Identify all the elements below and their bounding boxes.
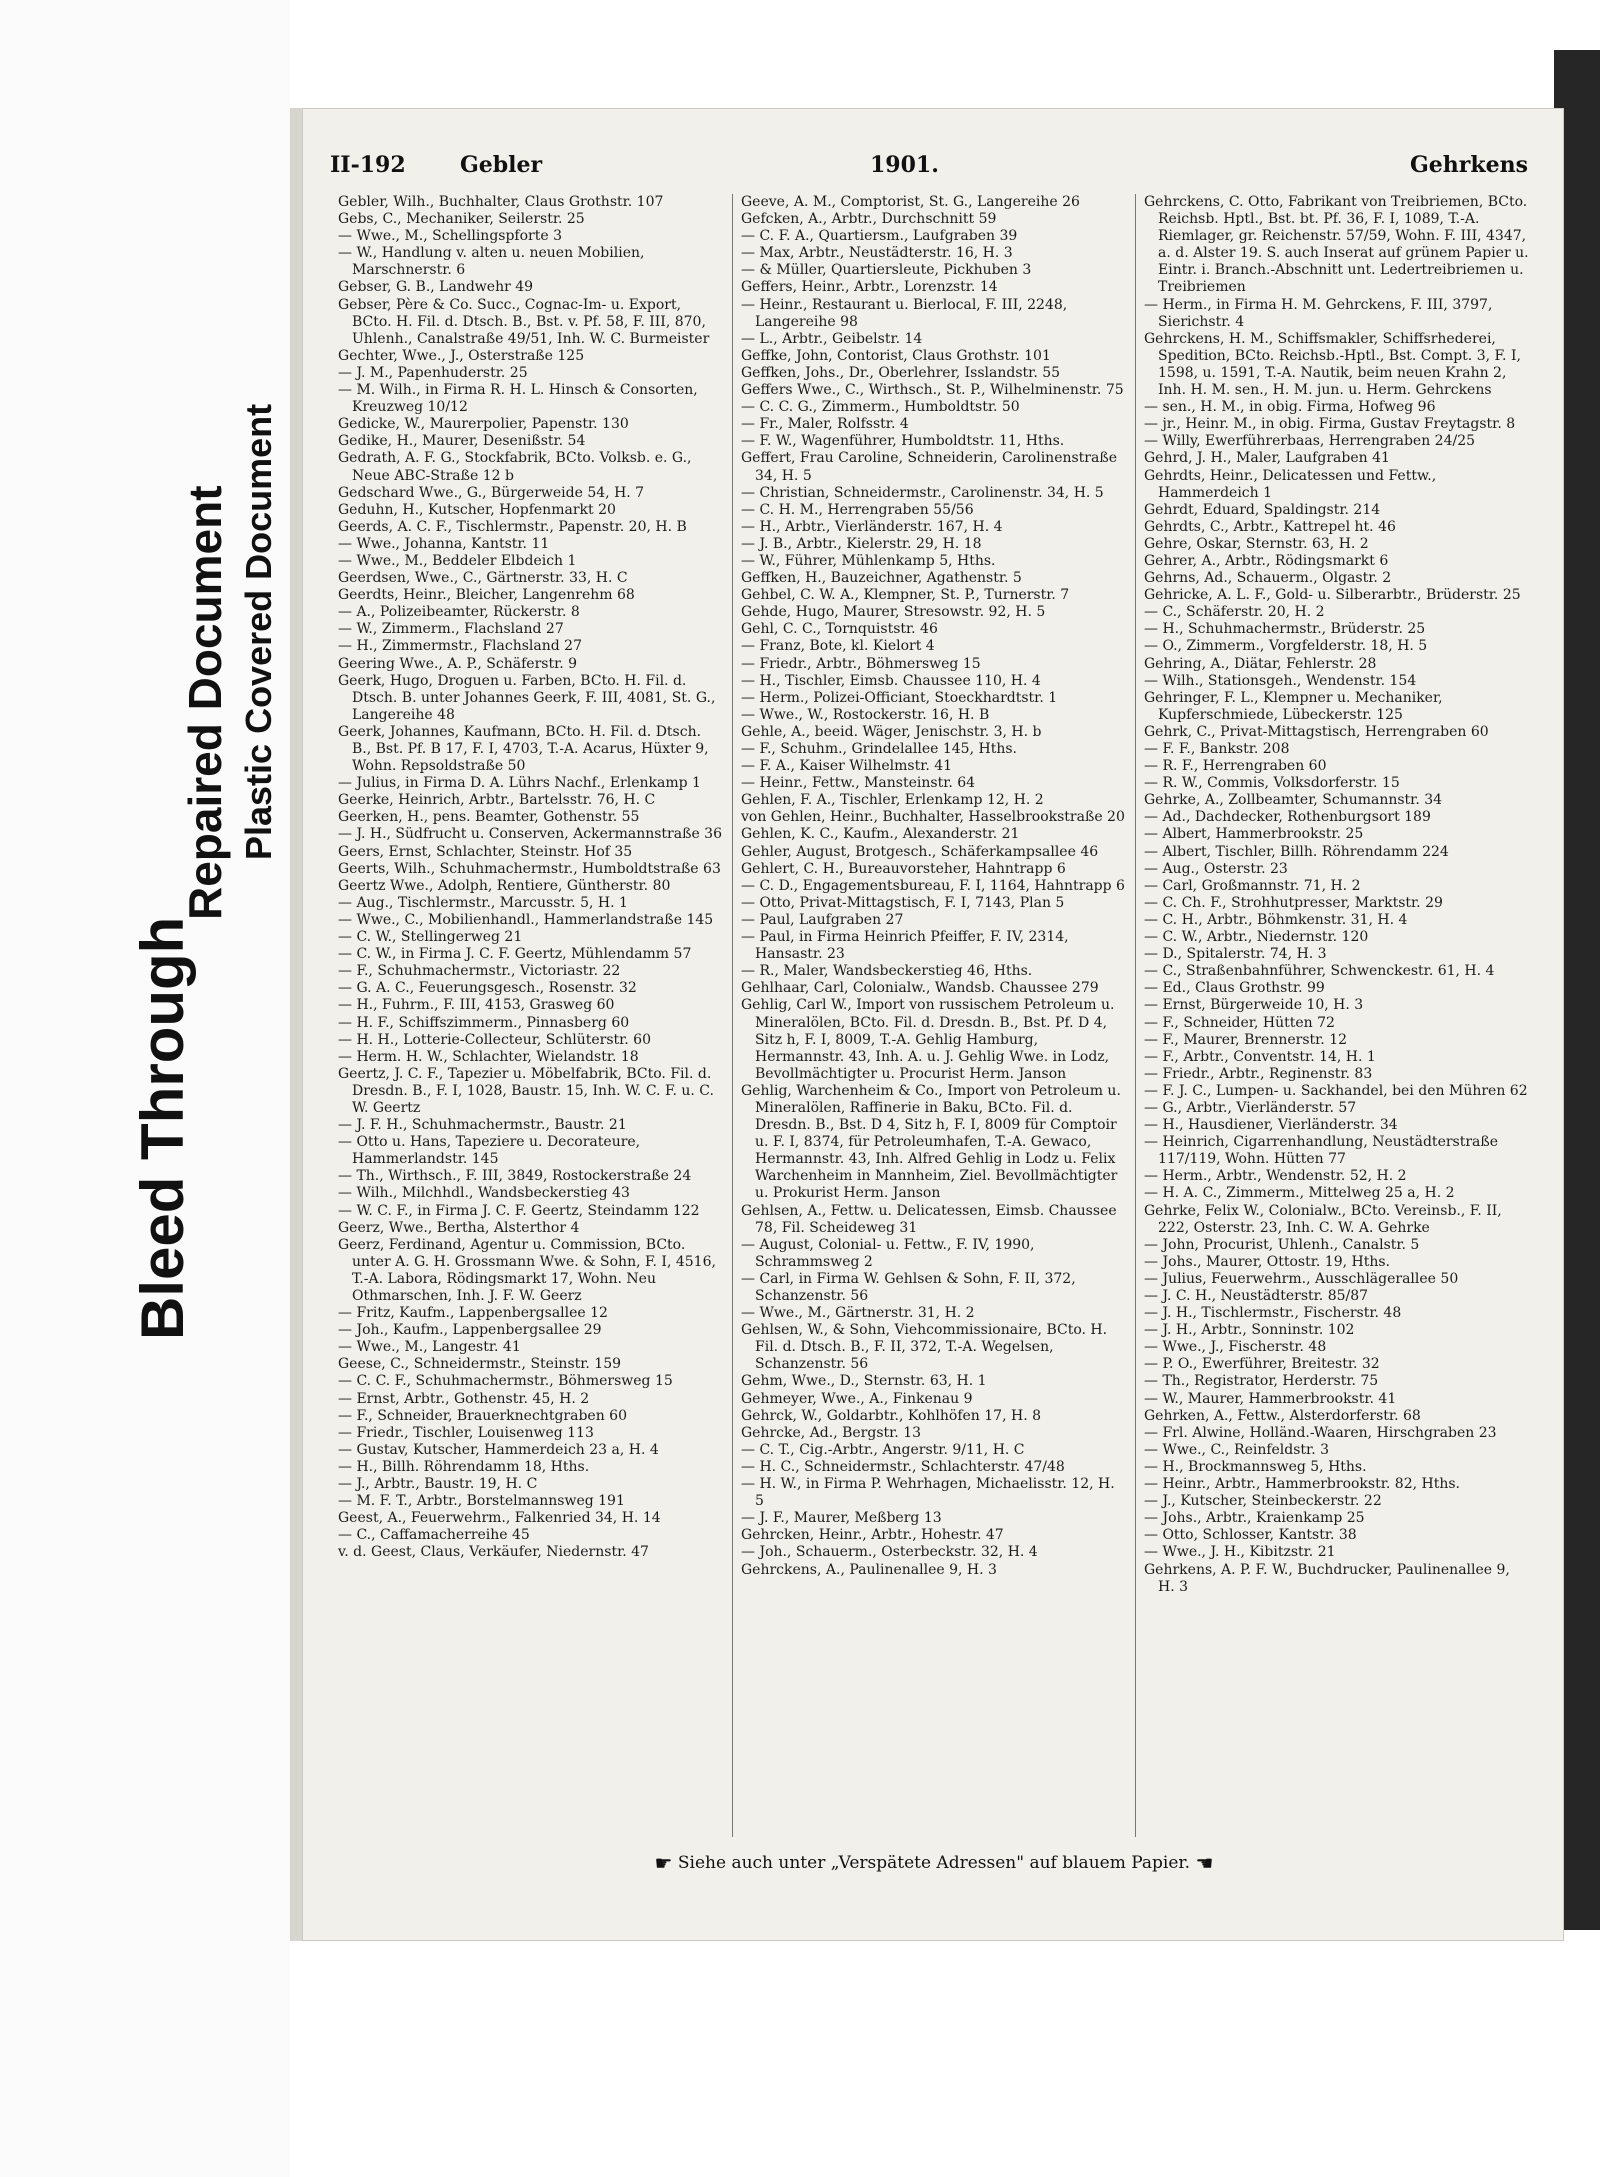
directory-entry: Gehringer, F. L., Klempner u. Mechaniker, Kupferschmiede, Lübeckerstr. 125 [1144, 689, 1443, 723]
directory-entry: Geffers, Heinr., Arbtr., Lorenzstr. 14 [741, 279, 998, 296]
directory-entry: — R. F., Herrengraben 60 [1144, 758, 1327, 775]
directory-entry: Gehre, Oskar, Sternstr. 63, H. 2 [1144, 535, 1369, 552]
directory-entry: Gebser, Père & Co. Succ., Cognac-Im- u. Export, BCto. H. Fil. d. Dtsch. B., Bst. v. Pf. 58, F. III, 870, Uhlenh., Canalstraße 49/51, Inh. W. C. Burmeister [338, 296, 710, 347]
directory-entry: Geffert, Frau Caroline, Schneiderin, Carolinenstraße 34, H. 5 [741, 450, 1117, 484]
directory-entry: — Friedr., Arbtr., Reginenstr. 83 [1144, 1065, 1373, 1082]
directory-entry: Gehrken, A., Fettw., Alsterdorferstr. 68 [1144, 1407, 1421, 1424]
directory-entry: — H., Hausdiener, Vierländerstr. 34 [1144, 1117, 1398, 1134]
directory-entry: — J. C. H., Neustädterstr. 85/87 [1144, 1288, 1369, 1304]
directory-entry: — L., Arbtr., Geibelstr. 14 [741, 330, 923, 347]
directory-entry: Gehlig, Carl W., Import von russischem Petroleum u. Mineralölen, BCto. Fil. d. Dresdn. B., Bst. Pf. D 4, Sitz h, F. I, 8009, T.-A. Gehlig Hamburg, Hermannstr. 43, Inh. A. u. J. Gehlig Wwe. in Lodz, Bevollmächtigter u. Procurist Herm. Janson [741, 997, 1115, 1082]
directory-entry: Gehrns, Ad., Schauerm., Olgastr. 2 [1144, 570, 1392, 587]
directory-entry: — C. W., Arbtr., Niedernstr. 120 [1144, 929, 1369, 946]
directory-entry: Gehrk, C., Privat-Mittagstisch, Herrengraben 60 [1144, 723, 1489, 740]
directory-entry: — Friedr., Tischler, Louisenweg 113 [338, 1424, 594, 1441]
directory-entry: Geest, A., Feuerwehrm., Falkenried 34, H. 14 [338, 1510, 661, 1527]
directory-entry: — Wwe., W., Rostockerstr. 16, H. B [741, 706, 990, 723]
entry-columns [330, 194, 1538, 1837]
directory-entry: — G. A. C., Feuerungsgesch., Rosenstr. 32 [338, 980, 637, 997]
directory-entry: Geertz Wwe., Adolph, Rentiere, Güntherstr. 80 [338, 877, 671, 894]
directory-entry: — H., Tischler, Eimsb. Chaussee 110, H. 4 [741, 672, 1041, 689]
repaired-document-label: Repaired Document [179, 485, 231, 920]
directory-entry: — Ed., Claus Grothstr. 99 [1144, 980, 1325, 997]
directory-entry: Gehle, A., beeid. Wäger, Jenischstr. 3, H. b [741, 723, 1042, 740]
directory-entry: Gehrck, W., Goldarbtr., Kohlhöfen 17, H. 8 [741, 1407, 1041, 1424]
directory-entry: — Johs., Arbtr., Kraienkamp 25 [1144, 1510, 1365, 1527]
directory-entry: — Otto u. Hans, Tapeziere u. Decorateure, Hammerlandstr. 145 [338, 1134, 641, 1168]
footer-note: Siehe auch unter „Verspätete Adressen" auf blauem Papier. [677, 1853, 1191, 1873]
page-footer [330, 1851, 1538, 1877]
directory-entry: — J. B., Arbtr., Kielerstr. 29, H. 18 [741, 535, 982, 552]
directory-entry: — R., Maler, Wandsbeckerstieg 46, Hths. [741, 963, 1033, 980]
pointing-hand-left-icon: ☚ [1195, 1851, 1214, 1875]
directory-entry: — Heinrich, Cigarrenhandlung, Neustädterstraße 117/119, Wohn. Hütten 77 [1144, 1134, 1499, 1168]
directory-entry: — F., Arbtr., Conventstr. 14, H. 1 [1144, 1048, 1376, 1065]
directory-entry: — H. C., Schneidermstr., Schlachterstr. 47/48 [741, 1458, 1065, 1475]
directory-entry: — Albert, Tischler, Billh. Röhrendamm 224 [1144, 843, 1449, 860]
directory-entry: — G., Arbtr., Vierländerstr. 57 [1144, 1099, 1357, 1116]
header-right-word: Gehrkens [1410, 152, 1528, 178]
column-middle [732, 194, 1135, 1837]
directory-entry: — J. H., Südfrucht u. Conserven, Ackermannstraße 36 [338, 826, 722, 843]
directory-entry: Gebler, Wilh., Buchhalter, Claus Grothstr. 107 [338, 194, 664, 210]
directory-entry: — Christian, Schneidermstr., Carolinenstr. 34, H. 5 [741, 484, 1104, 501]
directory-entry: — F., Schneider, Brauerknechtgraben 60 [338, 1407, 627, 1424]
directory-entry: Gehrdts, C., Arbtr., Kattrepel ht. 46 [1144, 518, 1396, 535]
directory-entry: — Wwe., C., Mobilienhandl., Hammerlandstraße 145 [338, 911, 714, 928]
directory-entry: Geerk, Johannes, Kaufmann, BCto. H. Fil. d. Dtsch. B., Bst. Pf. B 17, F. I, 4703, T.-A. Acarus, Hüxter 9, Wohn. Repsoldstraße 50 [338, 723, 709, 775]
directory-entry: — C., Straßenbahnführer, Schwenckestr. 61, H. 4 [1144, 963, 1495, 980]
directory-entry: — P. O., Ewerführer, Breitestr. 32 [1144, 1356, 1380, 1373]
directory-entry: — Albert, Hammerbrookstr. 25 [1144, 826, 1364, 843]
directory-entry: — Heinr., Arbtr., Hammerbrookstr. 82, Hths. [1144, 1476, 1460, 1493]
directory-entry: — Ad., Dachdecker, Rothenburgsort 189 [1144, 809, 1431, 826]
directory-entry: — J. M., Papenhuderstr. 25 [338, 364, 528, 381]
directory-entry: — Johs., Maurer, Ottostr. 19, Hths. [1144, 1253, 1390, 1270]
directory-entry: — & Müller, Quartiersleute, Pickhuben 3 [741, 262, 1032, 279]
directory-entry: Geffken, Johs., Dr., Oberlehrer, Isslandstr. 55 [741, 364, 1061, 381]
directory-entry: Gedicke, W., Maurerpolier, Papenstr. 130 [338, 416, 629, 433]
directory-entry: — D., Spitalerstr. 74, H. 3 [1144, 946, 1327, 963]
directory-entry: Gehrer, A., Arbtr., Rödingsmarkt 6 [1144, 552, 1389, 569]
directory-entry: Gehlhaar, Carl, Colonialw., Wandsb. Chaussee 279 [741, 980, 1099, 997]
directory-entry: Gehlig, Warchenheim & Co., Import von Petroleum u. Mineralölen, Raffinerie in Baku, BCto. Fil. d. Dresdn. B., Bst. D 4, Sitz h, F. I, 8009 für Comptoir u. F. I, 8374, für Petroleumhafen, T.-A. Gewaco, Hermannstr. 43, Inh. Alfred Gehlig in Lodz u. Felix Warchenheim in Mannheim, Ziel. Bevollmächtigter u. Prokurist Herm. Janson [741, 1082, 1121, 1202]
directory-entry: — H., Zimmermstr., Flachsland 27 [338, 638, 582, 655]
directory-entry: Gehrdt, Eduard, Spaldingstr. 214 [1144, 501, 1381, 518]
directory-entry: — Wwe., J. H., Kibitzstr. 21 [1144, 1544, 1336, 1561]
directory-entry: — Fritz, Kaufm., Lappenbergsallee 12 [338, 1305, 608, 1322]
directory-entry: Geerken, H., pens. Beamter, Gothenstr. 55 [338, 809, 640, 826]
directory-entry: — H., Fuhrm., F. III, 4153, Grasweg 60 [338, 997, 615, 1014]
directory-entry: Gehm, Wwe., D., Sternstr. 63, H. 1 [741, 1373, 987, 1390]
directory-entry: — C. C. F., Schuhmachermstr., Böhmersweg 15 [338, 1373, 673, 1390]
header-year: 1901. [870, 152, 939, 178]
directory-entry: — Max, Arbtr., Neustädterstr. 16, H. 3 [741, 245, 1013, 262]
directory-entry: Gehricke, A. L. F., Gold- u. Silberarbtr., Brüderstr. 25 [1144, 587, 1521, 604]
directory-entry: — John, Procurist, Uhlenh., Canalstr. 5 [1144, 1236, 1420, 1253]
directory-entry: — C. Ch. F., Strohhutpresser, Marktstr. 29 [1144, 894, 1443, 911]
directory-entry: Gechter, Wwe., J., Osterstraße 125 [338, 347, 585, 364]
directory-entry: v. d. Geest, Claus, Verkäufer, Niedernstr. 47 [338, 1544, 649, 1561]
directory-entry: Gehrkens, A. P. F. W., Buchdrucker, Paulinenallee 9, H. 3 [1144, 1561, 1510, 1595]
directory-entry: Gehlert, C. H., Bureauvorsteher, Hahntrapp 6 [741, 860, 1066, 877]
directory-entry: — C. H. M., Herrengraben 55/56 [741, 501, 974, 518]
directory-entry: — Friedr., Arbtr., Böhmersweg 15 [741, 655, 981, 672]
directory-entry: — Paul, Laufgraben 27 [741, 911, 904, 928]
header-left-word: Gebler [460, 152, 543, 178]
directory-entry: — H. W., in Firma P. Wehrhagen, Michaelisstr. 12, H. 5 [741, 1476, 1115, 1510]
directory-entry: Gehrckens, C. Otto, Fabrikant von Treibriemen, BCto. Reichsb. Hptl., Bst. bt. Pf. 36, F. I, 1089, T.-A. Riemlager, gr. Reichenstr. 57/59, Wohn. F. III, 4347, a. d. Alster 19. S. auch Inserat auf grünem Papier u. Eintr. i. Branch.-Abschnitt unt. Ledertreibriemen u. Treibriemen [1144, 194, 1529, 296]
directory-entry: — Carl, Großmannstr. 71, H. 2 [1144, 877, 1361, 894]
directory-entry: Gehlen, F. A., Tischler, Erlenkamp 12, H. 2 [741, 792, 1044, 809]
directory-entry: — C., Caffamacherreihe 45 [338, 1527, 530, 1544]
directory-entry: Geffke, John, Contorist, Claus Grothstr. 101 [741, 347, 1051, 364]
directory-entry: — Herm., in Firma H. M. Gehrckens, F. III, 3797, Sierichstr. 4 [1144, 296, 1493, 330]
directory-entry: — Otto, Schlosser, Kantstr. 38 [1144, 1527, 1357, 1544]
directory-entry: — H. F., Schiffszimmerm., Pinnasberg 60 [338, 1014, 630, 1031]
directory-entry: — C. T., Cig.-Arbtr., Angerstr. 9/11, H. C [741, 1441, 1025, 1458]
directory-entry: Geerz, Ferdinand, Agentur u. Commission, BCto. unter A. G. H. Grossmann Wwe. & Sohn, F. I, 4516, T.-A. Labora, Rödingsmarkt 17, Wohn. Neu Othmarschen, Inh. J. F. W. Geerz [338, 1236, 716, 1304]
directory-entry: — Otto, Privat-Mittagstisch, F. I, 7143, Plan 5 [741, 894, 1065, 911]
directory-entry: — Herm. H. W., Schlachter, Wielandstr. 18 [338, 1048, 639, 1065]
directory-entry: — Th., Wirthsch., F. III, 3849, Rostockerstraße 24 [338, 1168, 692, 1185]
page-number: II-192 [330, 152, 406, 178]
directory-entry: Gehrdts, Heinr., Delicatessen und Fettw., Hammerdeich 1 [1144, 467, 1437, 501]
directory-entry: Gehl, C. C., Tornquiststr. 46 [741, 621, 938, 638]
directory-entry: Gefcken, A., Arbtr., Durchschnitt 59 [741, 211, 997, 228]
directory-entry: — W. C. F., in Firma J. C. F. Geertz, Steindamm 122 [338, 1202, 700, 1219]
directory-entry: — Carl, in Firma W. Gehlsen & Sohn, F. II, 372, Schanzenstr. 56 [741, 1270, 1076, 1304]
directory-entry: — F. J. C., Lumpen- u. Sackhandel, bei den Mühren 62 [1144, 1082, 1528, 1099]
bleed-through-label: Bleed Through [129, 916, 196, 1340]
directory-entry: Gedrath, A. F. G., Stockfabrik, BCto. Volksb. e. G., Neue ABC-Straße 12 b [338, 450, 692, 484]
directory-entry: — M. Wilh., in Firma R. H. L. Hinsch & Consorten, Kreuzweg 10/12 [338, 382, 698, 416]
directory-entry: Geering Wwe., A. P., Schäferstr. 9 [338, 655, 578, 672]
directory-entry: — Ernst, Arbtr., Gothenstr. 45, H. 2 [338, 1390, 590, 1407]
directory-entry: — Ernst, Bürgerweide 10, H. 3 [1144, 997, 1364, 1014]
directory-entry: Gehlen, K. C., Kaufm., Alexanderstr. 21 [741, 826, 1020, 843]
directory-entry: Gehrckens, A., Paulinenallee 9, H. 3 [741, 1561, 997, 1578]
directory-entry: — Julius, in Firma D. A. Lührs Nachf., Erlenkamp 1 [338, 775, 701, 792]
directory-entry: — C. C. G., Zimmerm., Humboldtstr. 50 [741, 399, 1020, 416]
directory-entry: Geerts, Wilh., Schuhmachermstr., Humboldtstraße 63 [338, 860, 721, 877]
directory-entry: — J., Kutscher, Steinbeckerstr. 22 [1144, 1493, 1382, 1510]
directory-entry: Gehring, A., Diätar, Fehlerstr. 28 [1144, 655, 1377, 672]
directory-entry: — C. H., Arbtr., Böhmkenstr. 31, H. 4 [1144, 911, 1408, 928]
directory-entry: — J. H., Tischlermstr., Fischerstr. 48 [1144, 1305, 1402, 1322]
directory-entry: — R. W., Commis, Volksdorferstr. 15 [1144, 775, 1400, 792]
directory-entry: — Th., Registrator, Herderstr. 75 [1144, 1373, 1379, 1390]
directory-entry: Geffken, H., Bauzeichner, Agathenstr. 5 [741, 570, 1022, 587]
directory-entry: — J. H., Arbtr., Sonninstr. 102 [1144, 1322, 1355, 1339]
directory-entry: — Frl. Alwine, Holländ.-Waaren, Hirschgraben 23 [1144, 1424, 1497, 1441]
directory-entry: — Aug., Osterstr. 23 [1144, 860, 1288, 877]
pointing-hand-right-icon: ☛ [654, 1851, 673, 1875]
directory-entry: — C. W., Stellingerweg 21 [338, 929, 523, 946]
directory-entry: Geerds, A. C. F., Tischlermstr., Papenstr. 20, H. B [338, 518, 687, 535]
directory-entry: Geffers Wwe., C., Wirthsch., St. P., Wilhelminenstr. 75 [741, 382, 1124, 399]
directory-entry: Geerk, Hugo, Droguen u. Farben, BCto. H. Fil. d. Dtsch. B. unter Johannes Geerk, F. III, 4081, St. G., Langereihe 48 [338, 672, 716, 723]
directory-entry: Geerz, Wwe., Bertha, Alsterthor 4 [338, 1219, 580, 1236]
directory-entry: — Heinr., Restaurant u. Bierlocal, F. III, 2248, Langereihe 98 [741, 296, 1068, 330]
directory-entry: — H., Schuhmachermstr., Brüderstr. 25 [1144, 621, 1426, 638]
directory-entry: — W., Maurer, Hammerbrookstr. 41 [1144, 1390, 1397, 1407]
directory-entry: Gehrckens, H. M., Schiffsmakler, Schiffsrhederei, Spedition, BCto. Reichsb.-Hptl., Bst. Compt. 3, F. I, 1598, u. 1591, T.-A. Nautik, beim neuen Krahn 2, Inh. H. M. sen., H. M. jun. u. Herm. Gehrckens [1144, 330, 1521, 399]
column-left [330, 194, 732, 1837]
directory-entry: Gedike, H., Maurer, Desenißstr. 54 [338, 433, 586, 450]
directory-entry: Geeve, A. M., Comptorist, St. G., Langereihe 26 [741, 194, 1080, 210]
directory-entry: — Julius, Feuerwehrm., Ausschlägerallee 50 [1144, 1270, 1459, 1287]
directory-entry: Geduhn, H., Kutscher, Hopfenmarkt 20 [338, 501, 616, 518]
directory-entry: — Wwe., M., Gärtnerstr. 31, H. 2 [741, 1305, 975, 1322]
directory-entry: — Herm., Arbtr., Wendenstr. 52, H. 2 [1144, 1168, 1407, 1185]
directory-entry: Geerdsen, Wwe., C., Gärtnerstr. 33, H. C [338, 570, 628, 587]
directory-entry: — A., Polizeibeamter, Rückerstr. 8 [338, 604, 580, 621]
directory-entry: Gehlsen, W., & Sohn, Viehcommissionaire, BCto. H. Fil. d. Dtsch. B., F. II, 372, T.-A. Wegelsen, Schanzenstr. 56 [741, 1322, 1108, 1373]
directory-entry: — Aug., Tischlermstr., Marcusstr. 5, H. 1 [338, 894, 628, 911]
directory-entry: — H., Billh. Röhrendamm 18, Hths. [338, 1458, 590, 1475]
directory-entry: — H. H., Lotterie-Collecteur, Schlüterstr. 60 [338, 1031, 651, 1048]
directory-entry: — H., Arbtr., Vierländerstr. 167, H. 4 [741, 518, 1003, 535]
directory-entry: — C., Schäferstr. 20, H. 2 [1144, 604, 1325, 621]
directory-page [290, 108, 1564, 1941]
directory-entry: von Gehlen, Heinr., Buchhalter, Hasselbrookstraße 20 [741, 809, 1125, 826]
directory-entry: Gehlsen, A., Fettw. u. Delicatessen, Eimsb. Chaussee 78, Fil. Scheideweg 31 [741, 1202, 1117, 1236]
directory-entry: — Herm., Polizei-Officiant, Stoeckhardtstr. 1 [741, 689, 1058, 706]
directory-entry: — Joh., Schauerm., Osterbeckstr. 32, H. 4 [741, 1544, 1038, 1561]
directory-entry: Gedschard Wwe., G., Bürgerweide 54, H. 7 [338, 484, 645, 501]
directory-entry: — sen., H. M., in obig. Firma, Hofweg 96 [1144, 399, 1436, 416]
directory-entry: — Wwe., Johanna, Kantstr. 11 [338, 535, 550, 552]
directory-entry: — Heinr., Fettw., Mansteinstr. 64 [741, 775, 976, 792]
directory-entry: Gehrke, Felix W., Colonialw., BCto. Vereinsb., F. II, 222, Osterstr. 23, Inh. C. W. A. Gehrke [1144, 1202, 1502, 1236]
directory-entry: — M. F. T., Arbtr., Borstelmannsweg 191 [338, 1493, 625, 1510]
directory-entry: — F., Schneider, Hütten 72 [1144, 1014, 1335, 1031]
directory-entry: — O., Zimmerm., Vorgfelderstr. 18, H. 5 [1144, 638, 1428, 655]
directory-entry: — F. W., Wagenführer, Humboldtstr. 11, Hths. [741, 433, 1065, 450]
directory-entry: — Fr., Maler, Rolfsstr. 4 [741, 416, 909, 433]
column-right [1135, 194, 1538, 1837]
directory-entry: — Wwe., M., Schellingspforte 3 [338, 228, 563, 245]
directory-entry: Gehmeyer, Wwe., A., Finkenau 9 [741, 1390, 973, 1407]
directory-entry: Gehrd, J. H., Maler, Laufgraben 41 [1144, 450, 1390, 467]
directory-entry: — W., Führer, Mühlenkamp 5, Hths. [741, 552, 996, 569]
directory-entry: — F., Maurer, Brennerstr. 12 [1144, 1031, 1348, 1048]
directory-entry: — C. D., Engagementsbureau, F. I, 1164, Hahntrapp 6 [741, 877, 1125, 894]
directory-entry: Gehde, Hugo, Maurer, Stresowstr. 92, H. 5 [741, 604, 1046, 621]
directory-entry: Geese, C., Schneidermstr., Steinstr. 159 [338, 1356, 622, 1373]
directory-entry: — Wilh., Stationsgeh., Wendenstr. 154 [1144, 672, 1417, 689]
directory-entry: — H. A. C., Zimmerm., Mittelweg 25 a, H. 2 [1144, 1185, 1455, 1202]
directory-entry: — Wilh., Milchhdl., Wandsbeckerstieg 43 [338, 1185, 630, 1202]
directory-entry: Gehbel, C. W. A., Klempner, St. P., Turnerstr. 7 [741, 587, 1070, 604]
directory-entry: — August, Colonial- u. Fettw., F. IV, 1990, Schrammsweg 2 [741, 1236, 1035, 1270]
page-header [330, 152, 1538, 192]
directory-entry: — J. F., Maurer, Meßberg 13 [741, 1510, 942, 1527]
directory-entry: — J. F. H., Schuhmachermstr., Baustr. 21 [338, 1117, 627, 1134]
directory-entry: — Paul, in Firma Heinrich Pfeiffer, F. IV, 2314, Hansastr. 23 [741, 929, 1069, 963]
directory-entry: Geerke, Heinrich, Arbtr., Bartelsstr. 76, H. C [338, 792, 656, 809]
directory-entry: — C. W., in Firma J. C. F. Geertz, Mühlendamm 57 [338, 946, 692, 963]
directory-entry: — F., Schuhmachermstr., Victoriastr. 22 [338, 963, 621, 980]
directory-entry: — W., Handlung v. alten u. neuen Mobilien, Marschnerstr. 6 [338, 245, 645, 279]
directory-entry: — Joh., Kaufm., Lappenbergsallee 29 [338, 1322, 602, 1339]
directory-entry: — F. A., Kaiser Wilhelmstr. 41 [741, 758, 953, 775]
directory-entry: Gebser, G. B., Landwehr 49 [338, 279, 534, 296]
directory-entry: Gehler, August, Brotgesch., Schäferkampsallee 46 [741, 843, 1099, 860]
plastic-covered-label: Plastic Covered Document [238, 403, 279, 860]
directory-entry: — jr., Heinr. M., in obig. Firma, Gustav Freytagstr. 8 [1144, 416, 1516, 433]
directory-entry: — F., Schuhm., Grindelallee 145, Hths. [741, 741, 1017, 757]
directory-entry: — W., Zimmerm., Flachsland 27 [338, 621, 564, 638]
directory-entry: — Wwe., C., Reinfeldstr. 3 [1144, 1441, 1330, 1458]
directory-entry: — Willy, Ewerführerbaas, Herrengraben 24/25 [1144, 433, 1476, 450]
directory-entry: Geertz, J. C. F., Tapezier u. Möbelfabrik, BCto. Fil. d. Dresdn. B., F. I, 1028, Baustr. 15, Inh. W. C. F. u. C. W. Geertz [338, 1065, 714, 1116]
directory-entry: — H., Brockmannsweg 5, Hths. [1144, 1458, 1367, 1475]
directory-entry: — F. F., Bankstr. 208 [1144, 741, 1290, 757]
directory-entry: — C. F. A., Quartiersm., Laufgraben 39 [741, 228, 1018, 245]
directory-entry: — Wwe., M., Beddeler Elbdeich 1 [338, 552, 577, 569]
directory-entry: Geerdts, Heinr., Bleicher, Langenrehm 68 [338, 587, 635, 604]
directory-entry: Gebs, C., Mechaniker, Seilerstr. 25 [338, 211, 585, 228]
directory-entry: — Wwe., M., Langestr. 41 [338, 1339, 521, 1356]
directory-entry: — Gustav, Kutscher, Hammerdeich 23 a, H. 4 [338, 1441, 659, 1458]
directory-entry: Gehrcke, Ad., Bergstr. 13 [741, 1424, 922, 1441]
directory-entry: — J., Arbtr., Baustr. 19, H. C [338, 1476, 538, 1493]
directory-entry: — Franz, Bote, kl. Kielort 4 [741, 638, 935, 655]
directory-entry: Gehrke, A., Zollbeamter, Schumannstr. 34 [1144, 792, 1443, 809]
directory-entry: — Wwe., J., Fischerstr. 48 [1144, 1339, 1327, 1356]
directory-entry: Gehrcken, Heinr., Arbtr., Hohestr. 47 [741, 1527, 1004, 1544]
directory-entry: Geers, Ernst, Schlachter, Steinstr. Hof 35 [338, 843, 633, 860]
